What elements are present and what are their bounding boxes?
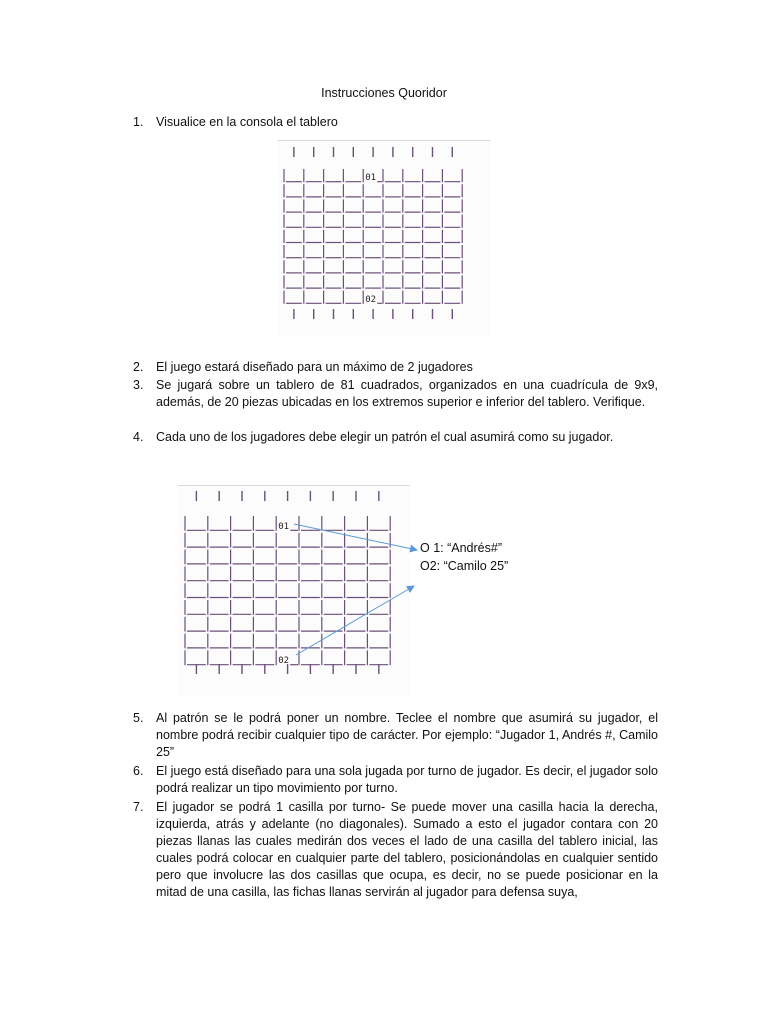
- player1-marker: 01: [278, 521, 290, 532]
- list-item-text: Cada uno de los jugadores debe elegir un patrón el cual asumirá como su jugador.: [156, 430, 614, 444]
- list-item-text: Se jugará sobre un tablero de 81 cuadrados, organizados en una cuadrícula de 9x9, además, de 20 piezas ubicadas en los extremos superior e inferior del tablero. Verifique.: [156, 378, 658, 409]
- player2-marker: 02: [278, 656, 290, 667]
- list-item-number: 2.: [133, 360, 144, 374]
- player1-name-note: O 1: “Andrés#”: [420, 541, 502, 555]
- list-item-text: Visualice en la consola el tablero: [156, 115, 338, 129]
- list-item-number: 7.: [133, 800, 144, 814]
- list-item-number: 1.: [133, 115, 144, 129]
- list-item-text: El juego está diseñado para una sola jugada por turno de jugador. Es decir, el jugador solo podrá realizar un tipo movimiento por turno.: [156, 764, 658, 795]
- list-item-number: 4.: [133, 430, 144, 444]
- arrow-player1: [294, 524, 417, 550]
- list-item-number: 6.: [133, 764, 144, 778]
- list-item-number: 3.: [133, 378, 144, 392]
- list-item-number: 5.: [133, 711, 144, 725]
- list-item-text: El juego estará diseñado para un máximo de 2 jugadores: [156, 360, 473, 374]
- list-item-text: Al patrón se le podrá poner un nombre. Teclee el nombre que asumirá su jugador, el nombre podrá recibir cualquier tipo de carácter. Por ejemplo: “Jugador 1, Andrés #, Camilo 25”: [156, 711, 658, 759]
- player1-marker: 01: [365, 173, 377, 184]
- arrow-player2: [296, 586, 414, 655]
- document-title: Instrucciones Quoridor: [321, 86, 447, 100]
- player2-marker: 02: [365, 294, 377, 305]
- list-item-text: El jugador se podrá 1 casilla por turno- Se puede mover una casilla hacia la derecha, izquierda, atrás y adelante (no diagonales). Sumado a esto el jugador contara con 20 piezas llanas las cuales medirán dos veces el lado de una casilla del tablero inicial, las cuales podrá colocar en cualquier parte del tablero, posicionándolas en cualquier sentido pero que involucre las dos casillas que ocupa, es decir, no se puede posicionar en la mitad de una casilla, las fichas llanas servirán al jugador para defensa suya,: [156, 800, 658, 899]
- player2-name-note: O2: “Camilo 25”: [420, 559, 509, 573]
